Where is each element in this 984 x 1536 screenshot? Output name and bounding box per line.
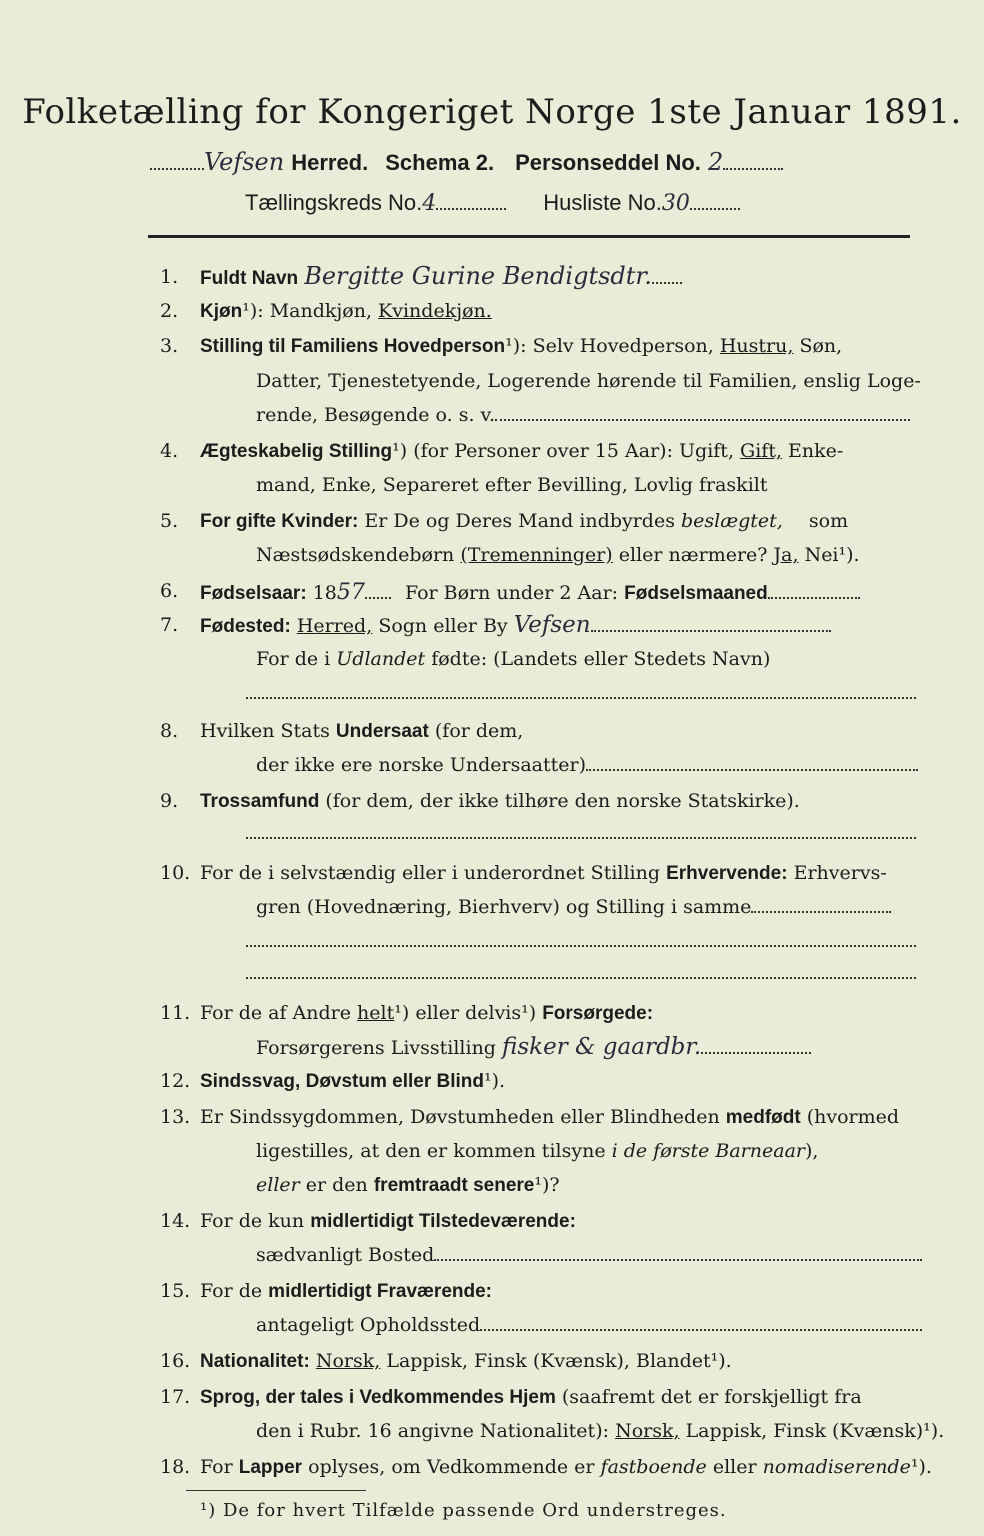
husliste-number: 30 [661, 191, 690, 216]
item-18-text-c: eller [712, 1456, 757, 1478]
item-7-text-b: For de i [256, 648, 331, 670]
birth-year-value: 57 [336, 580, 365, 605]
item-10-blank-line-1 [246, 930, 916, 952]
item-12-text: ¹). [484, 1070, 506, 1092]
item-3-selected: Hustru, [719, 335, 794, 357]
item-9-text: (for dem, der ikke tilhøre den norske Statskirke). [325, 790, 800, 812]
item-8-text-a: Hvilken Stats [200, 720, 330, 742]
item-17-line-1 [200, 1386, 862, 1409]
item-5-text-c: Næstsødskendebørn [256, 544, 455, 566]
item-3-text-c: rende, Besøgende o. s. v. [256, 404, 496, 426]
item-13-number: 13. [160, 1106, 191, 1128]
item-7-italic: Udlandet [336, 648, 426, 670]
item-4-text-a: ¹) (for Personer over 15 Aar): Ugift, [392, 440, 734, 462]
item-2-selected: Kvindekjøn. [378, 300, 492, 322]
item-5-italic: beslægtet, [681, 510, 783, 532]
item-7-text-c: fødte: (Landets eller Stedets Navn) [431, 648, 771, 670]
item-16-label: Nationalitet: [200, 1351, 310, 1372]
item-13-text-e: er den [305, 1174, 368, 1196]
item-14-line-2 [256, 1244, 922, 1266]
item-1 [200, 262, 682, 290]
item-13-italic: i de første Barneaar [611, 1140, 805, 1162]
item-10-text-b: Erhvervs- [793, 862, 887, 884]
item-4-label: Ægteskabelig Stilling [200, 441, 393, 462]
item-3-line-3 [256, 404, 910, 426]
birthplace-value: Vefsen [513, 612, 591, 638]
item-5-text-b: som [808, 510, 849, 532]
birth-year-prefix: 18 [312, 582, 337, 604]
personseddel-number: 2 [707, 148, 724, 176]
item-1-number: 1. [160, 266, 179, 288]
item-14-text-a: For de kun [200, 1210, 305, 1232]
schema-label: Schema 2. [385, 150, 495, 175]
item-5-label: For gifte Kvinder: [200, 511, 359, 532]
provider-occupation-value: fisker & gaardbr. [502, 1034, 702, 1060]
item-4-line-2: mand, Enke, Separeret efter Bevilling, Lovlig fraskilt [256, 474, 768, 496]
item-18-text-d: ¹). [910, 1456, 932, 1478]
item-7-text: Sogn eller By [378, 615, 508, 637]
item-6-label: Fødselsaar: [200, 583, 307, 604]
item-8-label: Undersaat [335, 721, 429, 742]
footnote-rule [186, 1490, 366, 1491]
item-13-italic-b: eller [256, 1174, 300, 1196]
item-9 [200, 790, 800, 813]
item-14-line-1 [200, 1210, 576, 1233]
item-13-label-b: fremtraadt senere [373, 1175, 535, 1196]
form-title: Folketælling for Kongeriget Norge 1ste Januar 1891. [22, 92, 962, 132]
item-13-line-1 [200, 1106, 899, 1129]
item-6 [200, 580, 860, 605]
item-15-number: 15. [160, 1280, 191, 1302]
item-5-text-d: eller nærmere? [618, 544, 768, 566]
item-3-text-a: ¹): Selv Hovedperson, [505, 335, 714, 357]
item-11-number: 11. [160, 1002, 191, 1024]
item-6-text: For Børn under 2 Aar: [404, 582, 619, 604]
item-7-line-2 [256, 648, 770, 670]
item-14-text-b: sædvanligt Bosted [256, 1244, 435, 1266]
item-8-line-2 [256, 754, 918, 776]
item-3-line-2: Datter, Tjenestetyende, Logerende hørende til Familien, enslig Loge- [256, 370, 921, 392]
item-16 [200, 1350, 732, 1373]
item-17-line-2 [256, 1420, 944, 1442]
item-4-text-b: Enke- [788, 440, 844, 462]
item-10-line-1 [200, 862, 887, 885]
item-15-line-1 [200, 1280, 492, 1303]
item-15-line-2 [256, 1314, 922, 1336]
item-12-label: Sindssvag, Døvstum eller Blind [200, 1071, 485, 1092]
item-13-label: medfødt [725, 1107, 801, 1128]
item-5-text-e: Nei¹). [804, 544, 860, 566]
item-13-text-f: ¹)? [534, 1174, 560, 1196]
item-8-number: 8. [160, 720, 179, 742]
item-15-text-b: antageligt Opholdssted [256, 1314, 481, 1336]
item-11-text-c: Forsørgerens Livsstilling [256, 1037, 496, 1059]
item-17-text-b: den i Rubr. 16 angivne Nationalitet): [256, 1420, 610, 1442]
herred-label: Herred. [291, 150, 369, 175]
item-13-text-b: (hvormed [806, 1106, 900, 1128]
item-3-text-b: Søn, [799, 335, 843, 357]
item-11-text-a: For de af Andre [200, 1002, 351, 1024]
item-18 [200, 1456, 932, 1479]
item-10-text-c: gren (Hovednæring, Bierhverv) og Stilling i samme [256, 896, 752, 918]
item-2 [200, 300, 492, 323]
item-5-answer: Ja, [773, 544, 799, 566]
item-17-number: 17. [160, 1386, 191, 1408]
item-3-label: Stilling til Familiens Hovedperson [200, 336, 506, 357]
item-13-text-d: ), [805, 1140, 819, 1162]
item-10-text-a: For de i selvstændig eller i underordnet Stilling [200, 862, 661, 884]
item-5-number: 5. [160, 510, 179, 532]
personseddel-label: Personseddel No. [515, 150, 701, 175]
herred-name: Vefsen [204, 148, 285, 176]
item-6-number: 6. [160, 580, 179, 602]
item-11-line-2 [256, 1034, 811, 1060]
item-14-label: midlertidigt Tilstedeværende: [310, 1211, 576, 1232]
item-8-text-b: (for dem, [434, 720, 524, 742]
item-13-line-3 [256, 1174, 560, 1197]
item-12-number: 12. [160, 1070, 191, 1092]
kreds-label: Tællingskreds No. [245, 190, 423, 215]
item-9-label: Trossamfund [200, 791, 320, 812]
item-4-selected: Gift, [740, 440, 782, 462]
header-line-2 [245, 190, 740, 216]
item-6-label-2: Fødselsmaaned [624, 583, 768, 604]
item-16-number: 16. [160, 1350, 191, 1372]
item-10-blank-line-2 [246, 962, 916, 984]
item-15-text-a: For de [200, 1280, 263, 1302]
item-4-line-1 [200, 440, 843, 463]
item-3-number: 3. [160, 335, 179, 357]
item-10-label: Erhvervende: [666, 863, 788, 884]
item-10-line-2 [256, 896, 891, 918]
item-18-number: 18. [160, 1456, 191, 1478]
item-12 [200, 1070, 505, 1093]
item-5-line-1 [200, 510, 848, 533]
item-1-label: Fuldt Navn [200, 268, 299, 289]
item-18-text-b: oplyses, om Vedkommende er [308, 1456, 595, 1478]
full-name-value: Bergitte Gurine Bendigtsdtr. [304, 262, 652, 290]
item-8-text-c: der ikke ere norske Undersaatter) [256, 754, 586, 776]
item-18-text-a: For [200, 1456, 233, 1478]
husliste-label: Husliste No. [543, 190, 662, 215]
item-17-text-c: Lappisk, Finsk (Kvænsk)¹). [685, 1420, 945, 1442]
item-5-line-2 [256, 544, 860, 566]
item-4-number: 4. [160, 440, 179, 462]
footnote: ¹) De for hvert Tilfælde passende Ord understreges. [200, 1500, 727, 1521]
item-7-number: 7. [160, 614, 179, 636]
item-13-line-2 [256, 1140, 818, 1162]
item-14-number: 14. [160, 1210, 191, 1232]
item-18-label: Lapper [238, 1457, 303, 1478]
item-7-label: Fødested: [200, 616, 291, 637]
kreds-number: 4 [422, 191, 437, 216]
item-11-text-b: ¹) eller delvis¹) [394, 1002, 537, 1024]
item-13-text-c: ligestilles, at den er kommen tilsyne [256, 1140, 606, 1162]
item-2-text: ¹): Mandkjøn, [242, 300, 372, 322]
item-9-number: 9. [160, 790, 179, 812]
item-18-italic-b: nomadiserende [762, 1456, 911, 1478]
item-11-label: Forsørgede: [542, 1003, 654, 1024]
header-rule [148, 235, 910, 238]
item-13-text-a: Er Sindssygdommen, Døvstumheden eller Blindheden [200, 1106, 720, 1128]
item-16-selected: Norsk, [315, 1350, 381, 1372]
header-line-1 [150, 148, 783, 176]
item-18-italic-a: fastboende [600, 1456, 707, 1478]
item-5-text-a: Er De og Deres Mand indbyrdes [364, 510, 675, 532]
item-2-number: 2. [160, 300, 179, 322]
item-7-selected: Herred, [296, 615, 373, 637]
item-17-label: Sprog, der tales i Vedkommendes Hjem [200, 1387, 556, 1408]
item-17-text-a: (saafremt det er forskjelligt fra [561, 1386, 862, 1408]
item-5-selected: (Tremenninger) [460, 544, 613, 566]
item-11-line-1 [200, 1002, 653, 1025]
item-9-blank-line [246, 822, 916, 844]
item-8-line-1 [200, 720, 523, 743]
item-16-text: Lappisk, Finsk (Kvænsk), Blandet¹). [386, 1350, 732, 1372]
item-2-label: Kjøn [200, 301, 243, 322]
item-11-selected: helt [357, 1002, 395, 1024]
item-7-blank-line [246, 682, 916, 704]
item-15-label: midlertidigt Fraværende: [268, 1281, 492, 1302]
item-17-selected: Norsk, [615, 1420, 680, 1442]
item-7-line-1 [200, 612, 831, 638]
item-3-line-1 [200, 335, 842, 358]
item-10-number: 10. [160, 862, 191, 884]
